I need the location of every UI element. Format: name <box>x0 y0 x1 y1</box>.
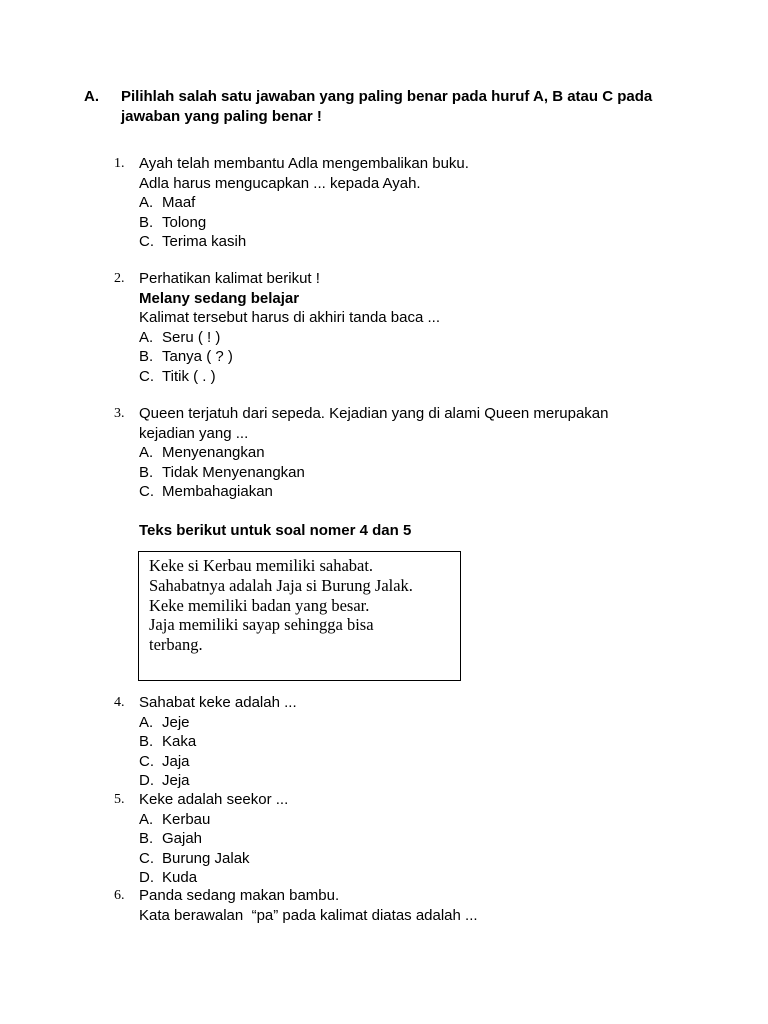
example-sentence: Melany sedang belajar <box>139 289 300 307</box>
option-letter: C. <box>139 849 154 867</box>
question-text: Kalimat tersebut harus di akhiri tanda baca ... <box>139 309 440 326</box>
question-body <box>139 693 659 791</box>
option-letter: A. <box>139 194 154 211</box>
question-text: kejadian yang ... <box>139 424 249 442</box>
option-letter: B. <box>139 830 154 847</box>
answer-option <box>139 347 659 367</box>
instruction-line: Pilihlah salah satu jawaban yang paling benar pada huruf A, B atau C pada <box>121 88 653 105</box>
answer-option <box>139 752 659 772</box>
option-letter: A. <box>139 328 154 346</box>
question-text: Kata berawalan “pa” pada kalimat diatas adalah ... <box>139 906 478 924</box>
question-text: Ayah telah membantu Adla mengembalikan buku. <box>139 155 469 172</box>
reading-passage <box>149 556 413 655</box>
option-letter: C. <box>139 233 154 250</box>
answer-option <box>139 868 659 888</box>
answer-option <box>139 482 659 502</box>
option-text: Jaja <box>162 752 190 770</box>
passage-line: terbang. <box>149 635 203 655</box>
option-text: Gajah <box>162 830 203 847</box>
question-number: 1. <box>114 156 125 171</box>
option-letter: C. <box>139 483 154 500</box>
question-text: Keke adalah seekor ... <box>139 791 289 808</box>
option-letter: B. <box>139 733 154 750</box>
question-body <box>139 404 659 502</box>
answer-option <box>139 193 659 213</box>
option-text: Tidak Menyenangkan <box>162 463 305 481</box>
option-text: Tanya ( ? ) <box>162 348 233 365</box>
answer-option <box>139 713 659 733</box>
option-text: Maaf <box>162 194 196 211</box>
option-letter: C. <box>139 752 154 770</box>
option-text: Seru ( ! ) <box>162 328 221 346</box>
question-number: 2. <box>114 271 125 286</box>
option-text: Tolong <box>162 213 207 231</box>
option-letter: D. <box>139 772 154 789</box>
question-body <box>139 790 659 888</box>
answer-option <box>139 829 659 849</box>
question-number: 5. <box>114 792 125 807</box>
option-text: Kerbau <box>162 810 211 828</box>
passage-line: Sahabatnya adalah Jaja si Burung Jalak. <box>149 575 413 595</box>
question-body <box>139 269 659 386</box>
question-number: 4. <box>114 695 125 710</box>
option-letter: A. <box>139 444 154 461</box>
option-text: Kuda <box>162 869 198 886</box>
answer-option <box>139 849 659 869</box>
passage-line: Keke memiliki badan yang besar. <box>149 595 370 615</box>
section-instruction-text <box>121 87 681 127</box>
option-text: Burung Jalak <box>162 849 250 867</box>
option-letter: B. <box>139 348 154 365</box>
reading-text-label: Teks berikut untuk soal nomer 4 dan 5 <box>139 522 412 539</box>
option-text: Kaka <box>162 733 197 750</box>
passage-line: Keke si Kerbau memiliki sahabat. <box>149 556 374 575</box>
option-text: Jeje <box>162 713 190 731</box>
option-letter: D. <box>139 869 154 886</box>
answer-option <box>139 367 659 387</box>
answer-option <box>139 771 659 791</box>
option-letter: A. <box>139 810 154 828</box>
question-text: Sahabat keke adalah ... <box>139 694 297 711</box>
question-body <box>139 154 659 252</box>
option-letter: B. <box>139 213 154 231</box>
answer-option <box>139 328 659 348</box>
passage-line: Jaja memiliki sayap sehingga bisa <box>149 615 374 635</box>
question-text: Perhatikan kalimat berikut ! <box>139 270 320 287</box>
option-text: Titik ( . ) <box>162 367 216 385</box>
option-text: Terima kasih <box>162 233 247 250</box>
answer-option <box>139 463 659 483</box>
answer-option <box>139 213 659 233</box>
answer-option <box>139 232 659 252</box>
answer-option <box>139 732 659 752</box>
question-text: Panda sedang makan bambu. <box>139 887 340 904</box>
option-text: Menyenangkan <box>162 444 265 461</box>
section-letter: A. <box>84 88 99 105</box>
answer-option <box>139 810 659 830</box>
question-number: 3. <box>114 406 125 421</box>
question-text: Adla harus mengucapkan ... kepada Ayah. <box>139 174 421 192</box>
reading-text-box <box>138 551 461 681</box>
option-letter: A. <box>139 713 154 731</box>
question-body <box>139 886 659 925</box>
option-letter: C. <box>139 367 154 385</box>
option-text: Membahagiakan <box>162 483 273 500</box>
instruction-line: jawaban yang paling benar ! <box>121 108 322 125</box>
option-text: Jeja <box>162 772 190 789</box>
option-letter: B. <box>139 463 154 481</box>
answer-option <box>139 443 659 463</box>
question-number: 6. <box>114 888 125 903</box>
question-text: Queen terjatuh dari sepeda. Kejadian yang di alami Queen merupakan <box>139 405 609 422</box>
